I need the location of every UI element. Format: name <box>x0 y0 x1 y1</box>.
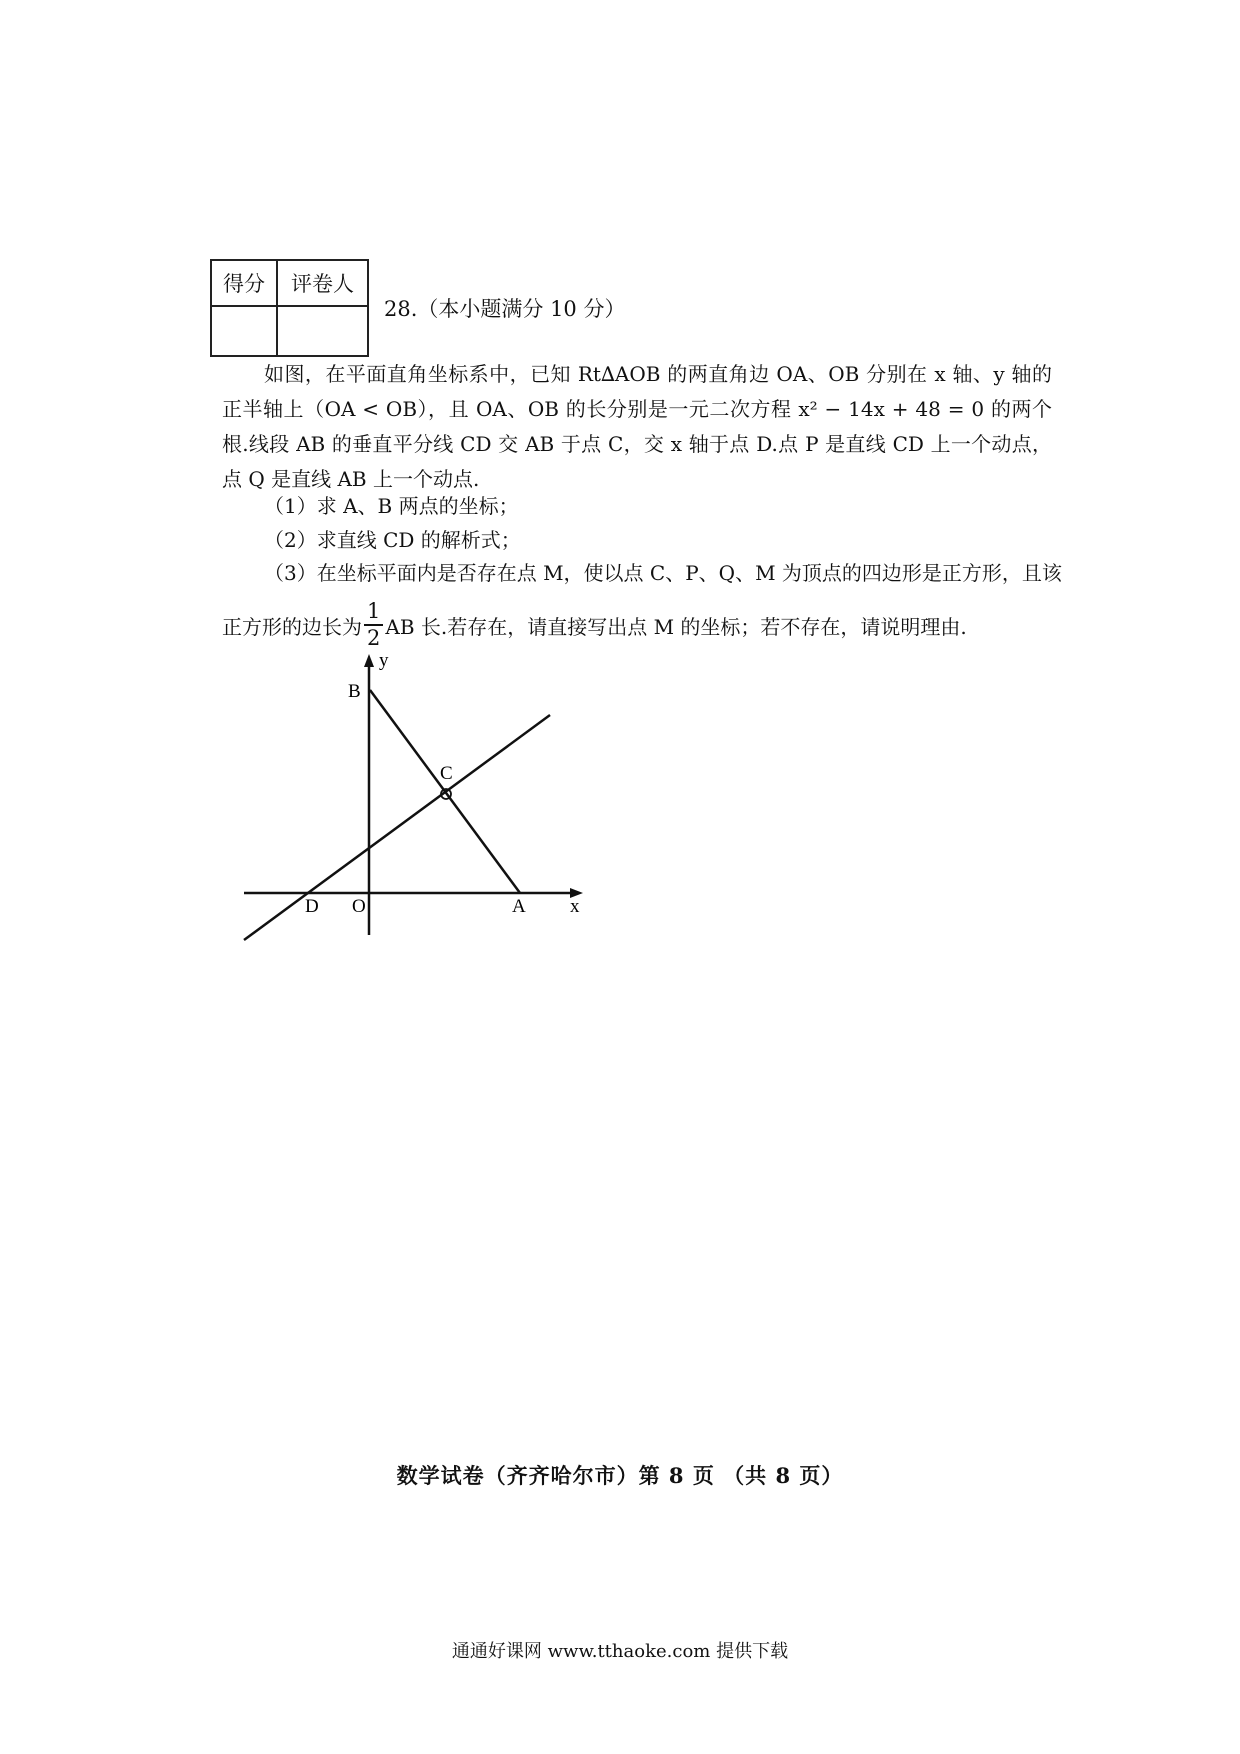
label-y: y <box>379 650 389 671</box>
y-axis-arrow-icon <box>364 654 374 667</box>
fraction-numerator: 1 <box>364 601 383 626</box>
question-part-3: （3）在坐标平面内是否存在点 M，使以点 C、P、Q、M 为顶点的四边形是正方形，且该 <box>264 561 1062 585</box>
part-3-suffix: AB 长.若存在，请直接写出点 M 的坐标；若不存在，请说明理由. <box>385 614 967 639</box>
part-3-prefix: 正方形的边长为 <box>222 614 362 639</box>
site-credit: 通通好课网 www.tthaoke.com 提供下载 <box>451 1641 789 1662</box>
question-intro: 如图，在平面直角坐标系中，已知 Rt∆AOB 的两直角边 OA、OB 分别在 x 轴、y 轴的正半轴上（OA < OB），且 OA、OB 的长分别是一元二次方程 x² − 14x + 48 = 0 的两个根.线段 AB 的垂直平分线 CD 交 AB 于点 C，交 x 轴于点 D.点 P 是直线 CD 上一个动点，点 Q 是直线 AB 上一个动点. <box>222 362 1052 491</box>
label-o: O <box>352 896 366 917</box>
label-c: C <box>440 763 453 784</box>
question-title: 28.（本小题满分 10 分） <box>384 297 626 321</box>
label-x: x <box>570 896 580 917</box>
fraction-denominator: 2 <box>367 626 381 650</box>
line-cd <box>244 715 550 940</box>
reviewer-header: 评卷人 <box>277 260 368 306</box>
score-header: 得分 <box>211 260 277 306</box>
question-part-2: （2）求直线 CD 的解析式； <box>264 528 521 552</box>
question-part-1: （1）求 A、B 两点的坐标； <box>264 494 519 518</box>
label-a: A <box>512 896 526 917</box>
page-footer: 数学试卷（齐齐哈尔市）第 8 页 （共 8 页） <box>396 1463 844 1488</box>
label-b: B <box>348 681 361 702</box>
label-d: D <box>305 896 319 917</box>
